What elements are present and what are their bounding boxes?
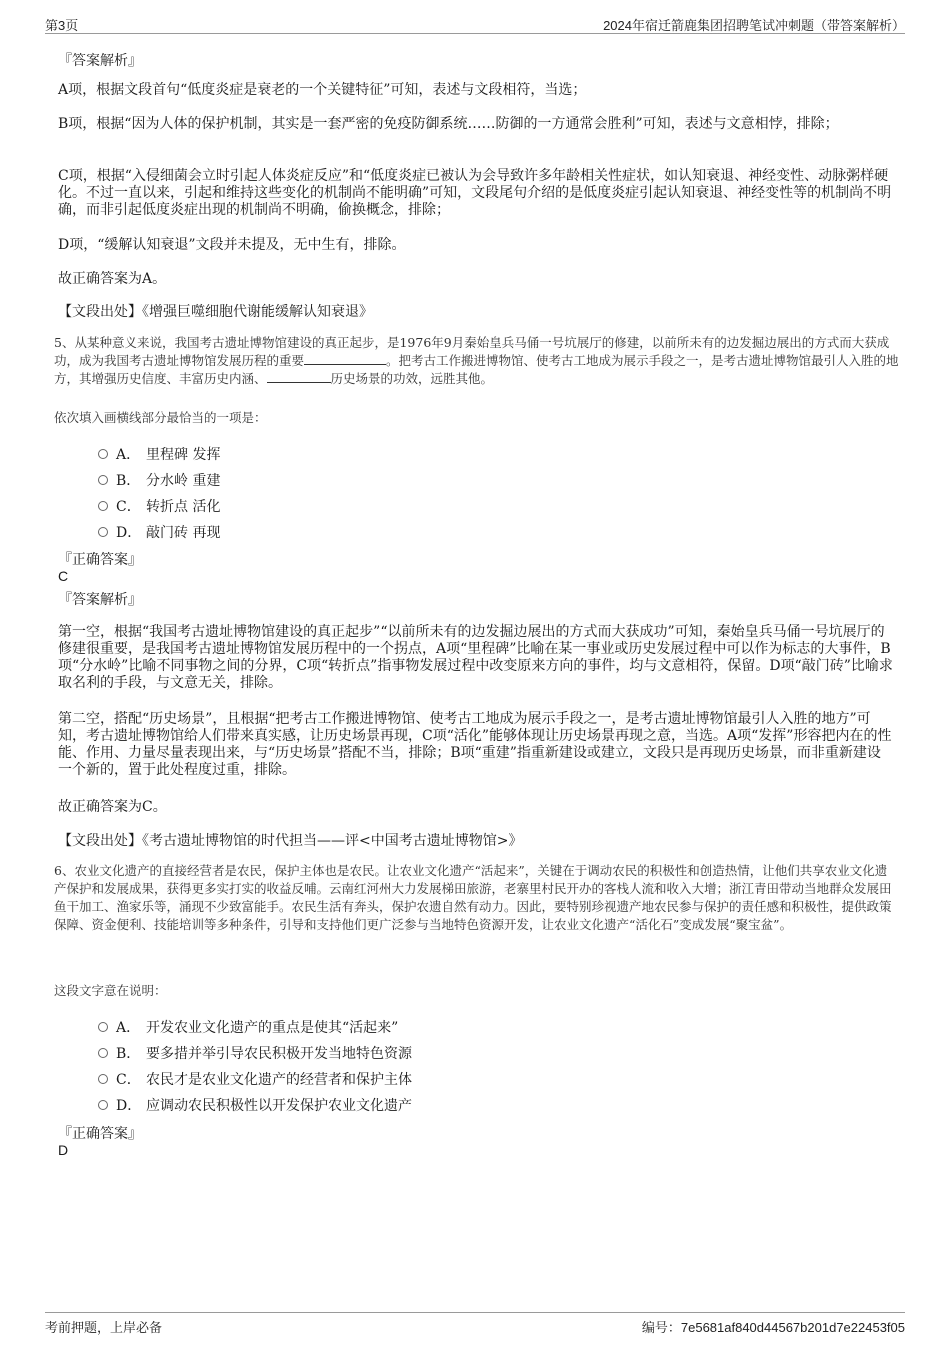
page-number: 第3页 bbox=[45, 18, 79, 33]
radio-icon[interactable] bbox=[98, 527, 108, 537]
q5-prompt: 依次填入画横线部分最恰当的一项是： bbox=[54, 410, 267, 425]
q5-analysis-label: 『答案解析』 bbox=[58, 592, 142, 608]
radio-icon[interactable] bbox=[98, 501, 108, 511]
q6-option-d[interactable]: D． 应调动农民积极性以开发保护农业文化遗产 bbox=[98, 1095, 412, 1115]
q5-option-b[interactable]: B． 分水岭 重建 bbox=[98, 470, 220, 490]
page-header bbox=[45, 13, 905, 34]
q4-analysis-b: B项，根据“因为人体的保护机制，其实是一套严密的免疫防御系统……防御的一方通常会胜利”可知，表述与文意相悖，排除； bbox=[58, 116, 839, 132]
q5-option-c[interactable]: C． 转折点 活化 bbox=[98, 496, 220, 516]
q6-answer: D bbox=[58, 1142, 69, 1158]
radio-icon[interactable] bbox=[98, 1074, 108, 1084]
q4-conclusion: 故正确答案为A。 bbox=[58, 271, 167, 287]
q6-stem: 6、农业文化遗产的直接经营者是农民，保护主体也是农民。让农业文化遗产“活起来”，关键在于调动农民的积极性和创造热情，让他们共享农业文化遗产保护和发展成果，获得更多实打实的收益反哺。云南红河州大力发展梯田旅游，老寨里村民开办的客栈人流和收入大增；浙江青田带动当地群众发展田鱼干加工、渔家乐等，涌现不少致富能手。农民生活有奔头，保护农遗自然有动力。因此，要特别珍视遗产地农民参与保护的责任感和积极性，提供政策保障、资金便利、技能培训等多种条件，引导和支持他们更广泛参与当地特色资源开发，让农业文化遗产“活化石”变成发展“聚宝盆”。 bbox=[54, 863, 892, 932]
radio-icon[interactable] bbox=[98, 449, 108, 459]
q4-analysis-d: D项，“缓解认知衰退”文段并未提及，无中生有，排除。 bbox=[58, 237, 406, 253]
q4-analysis-a: A项，根据文段首句“低度炎症是衰老的一个关键特征”可知，表述与文段相符，当选； bbox=[58, 82, 587, 98]
q5-option-a[interactable]: A． 里程碑 发挥 bbox=[98, 444, 220, 464]
document-title: 2024年宿迁箭鹿集团招聘笔试冲刺题（带答案解析） bbox=[603, 18, 905, 33]
q5-blank-1 bbox=[304, 352, 386, 365]
q6-prompt: 这段文字意在说明： bbox=[54, 983, 167, 998]
q4-analysis-c: C项，根据“入侵细菌会立时引起人体炎症反应”和“低度炎症已被认为会导致许多年龄相关性症状，如认知衰退、神经变性、动脉粥样硬化。不过一直以来，引起和维持这些变化的机制尚不能明确”可知，文段尾句介绍的是低度炎症引起认知衰退、神经变性等的机制尚不明确，而非引起低度炎症出现的机制尚不明确，偷换概念，排除； bbox=[58, 168, 892, 218]
q5-blank-2 bbox=[267, 370, 331, 383]
q5-analysis-1: 第一空，根据“我国考古遗址博物馆建设的真正起步”“以前所未有的边发掘边展出的方式而大获成功”可知，秦始皇兵马俑一号坑展厅的修建很重要，是我国考古遗址博物馆发展历程中的一个拐点，A项“里程碑”比喻在某一事业或历史发展过程中可以作为标志的大事件，B项“分水岭”比喻不同事物之间的分界，C项“转折点”指事物发展过程中改变原来方向的事件，均与文意相符，保留。D项“敲门砖”比喻求取名利的手段，与文意无关，排除。 bbox=[58, 624, 893, 691]
document-code: 编号：7e5681af840d44567b201d7e22453f05 bbox=[641, 1320, 905, 1335]
q6-option-c[interactable]: C． 农民才是农业文化遗产的经营者和保护主体 bbox=[98, 1069, 412, 1089]
q5-stem: 5、从某种意义来说，我国考古遗址博物馆建设的真正起步，是1976年9月秦始皇兵马俑一号坑展厅的修建，以前所未有的边发掘边展出的方式而大获成功，成为我国考古遗址博物馆发展历程的重要 。把考古工作搬进博物馆、使考古工地成为展示手段之一，是考古遗址博物馆最引人入胜的地方，其增强历史信度、丰富历史内涵、 历史场景的功效，远胜其他。 bbox=[54, 335, 899, 386]
q4-analysis-label: 『答案解析』 bbox=[58, 53, 142, 69]
q5-conclusion: 故正确答案为C。 bbox=[58, 799, 167, 815]
page-footer bbox=[45, 1312, 905, 1337]
radio-icon[interactable] bbox=[98, 475, 108, 485]
footer-slogan: 考前押题，上岸必备 bbox=[45, 1320, 163, 1335]
q6-option-a[interactable]: A． 开发农业文化遗产的重点是使其“活起来” bbox=[98, 1017, 398, 1037]
q4-source: 【文段出处】《增强巨噬细胞代谢能缓解认知衰退》 bbox=[58, 304, 373, 320]
radio-icon[interactable] bbox=[98, 1100, 108, 1110]
radio-icon[interactable] bbox=[98, 1048, 108, 1058]
q6-answer-label: 『正确答案』 bbox=[58, 1126, 142, 1142]
q5-answer-label: 『正确答案』 bbox=[58, 552, 142, 568]
q5-source: 【文段出处】《考古遗址博物馆的时代担当——评<中国考古遗址博物馆>》 bbox=[58, 833, 523, 849]
q6-option-b[interactable]: B． 要多措并举引导农民积极开发当地特色资源 bbox=[98, 1043, 412, 1063]
q5-option-d[interactable]: D． 敲门砖 再现 bbox=[98, 522, 220, 542]
q5-analysis-2: 第二空，搭配“历史场景”，且根据“把考古工作搬进博物馆、使考古工地成为展示手段之一，是考古遗址博物馆最引人入胜的地方”可知，考古遗址博物馆给人们带来真实感，让历史场景再现，C项“活化”能够体现让历史场景再现之意，当选。A项“发挥”形容把内在的性能、作用、力量尽量表现出来，与“历史场景”搭配不当，排除；B项“重建”指重新建设或建立，文段只是再现历史场景，而非重新建设一个新的，置于此处程度过重，排除。 bbox=[58, 711, 892, 778]
radio-icon[interactable] bbox=[98, 1022, 108, 1032]
q5-answer: C bbox=[58, 568, 69, 584]
